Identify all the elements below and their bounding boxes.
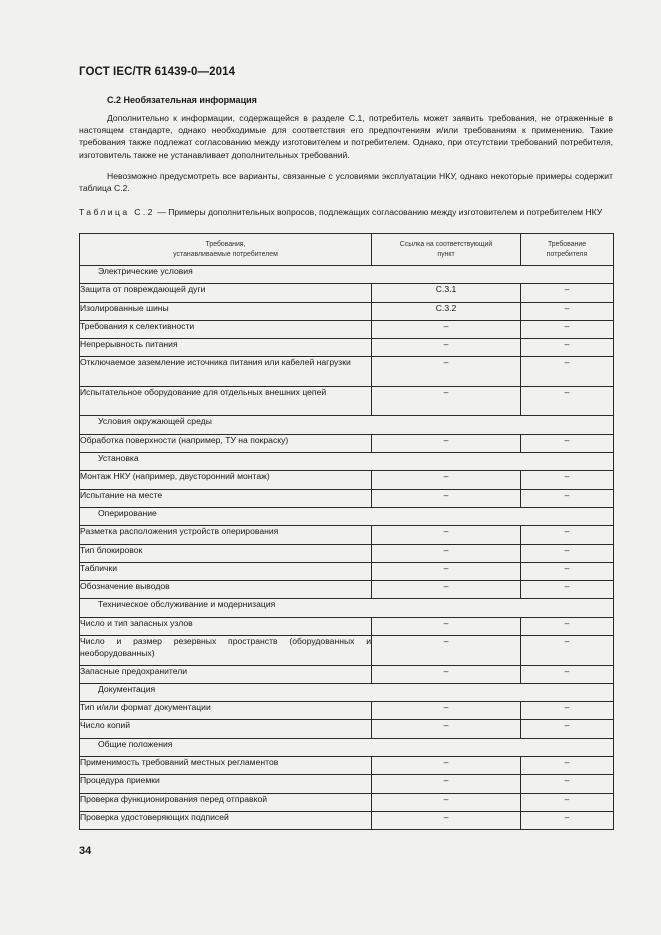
customer-requirement-cell: – xyxy=(521,636,614,666)
reference-cell: – xyxy=(372,665,521,683)
reference-cell: – xyxy=(372,775,521,793)
requirement-cell: Обработка поверхности (например, ТУ на покраску) xyxy=(80,434,372,452)
table-row xyxy=(80,544,614,562)
table-row xyxy=(80,617,614,635)
table-row xyxy=(80,793,614,811)
requirement-cell: Тип и/или формат документации xyxy=(80,702,372,720)
reference-cell: – xyxy=(372,636,521,666)
table-row xyxy=(80,471,614,489)
reference-cell: – xyxy=(372,544,521,562)
customer-requirement-cell: – xyxy=(521,526,614,544)
requirement-cell: Изолированные шины xyxy=(80,302,372,320)
table-category-row xyxy=(80,266,614,284)
document-header: ГОСТ IEC/TR 61439-0—2014 xyxy=(79,66,236,78)
table-category-row xyxy=(80,453,614,471)
customer-requirement-cell: – xyxy=(521,562,614,580)
reference-cell: – xyxy=(372,471,521,489)
table-row xyxy=(80,386,614,416)
reference-cell: – xyxy=(372,757,521,775)
customer-requirement-cell: – xyxy=(521,720,614,738)
customer-requirement-cell: – xyxy=(521,386,614,416)
customer-requirement-cell: – xyxy=(521,581,614,599)
customer-requirement-cell: – xyxy=(521,284,614,302)
category-label: Установка xyxy=(80,453,614,471)
reference-cell: – xyxy=(372,617,521,635)
category-label: Условия окружающей среды xyxy=(80,416,614,434)
customer-requirement-cell: – xyxy=(521,665,614,683)
requirement-cell: Монтаж НКУ (например, двусторонний монтаж) xyxy=(80,471,372,489)
reference-cell: – xyxy=(372,811,521,829)
requirement-cell: Применимость требований местных регламентов xyxy=(80,757,372,775)
header-requirements xyxy=(80,234,372,266)
reference-cell: – xyxy=(372,434,521,452)
table-caption-text: — Примеры дополнительных вопросов, подлежащих согласованию между изготовителем и потребителем НКУ xyxy=(154,207,603,217)
reference-cell: – xyxy=(372,793,521,811)
requirement-cell: Непрерывность питания xyxy=(80,339,372,357)
table-row xyxy=(80,489,614,507)
table-row xyxy=(80,302,614,320)
table-row xyxy=(80,702,614,720)
table-row xyxy=(80,357,614,387)
page-number: 34 xyxy=(79,845,92,857)
reference-cell: – xyxy=(372,339,521,357)
table-row xyxy=(80,434,614,452)
table-caption xyxy=(79,206,613,218)
table-row xyxy=(80,665,614,683)
table-category-row xyxy=(80,599,614,617)
reference-cell: – xyxy=(372,357,521,387)
reference-cell: – xyxy=(372,320,521,338)
section-title: С.2 Необязательная информация xyxy=(107,95,257,105)
table-row xyxy=(80,526,614,544)
customer-requirement-cell: – xyxy=(521,471,614,489)
header-customer-requirement-line1: Требование xyxy=(547,240,587,248)
category-label: Документация xyxy=(80,683,614,701)
requirement-cell: Процедура приемки xyxy=(80,775,372,793)
table-category-row xyxy=(80,416,614,434)
table-row xyxy=(80,720,614,738)
reference-cell: – xyxy=(372,526,521,544)
category-label: Оперирование xyxy=(80,507,614,525)
table-row xyxy=(80,636,614,666)
customer-requirement-cell: – xyxy=(521,357,614,387)
header-reference-line2: пункт xyxy=(437,250,455,258)
header-requirements-line1: Требования, xyxy=(205,240,246,248)
customer-requirement-cell: – xyxy=(521,775,614,793)
requirement-cell: Число копий xyxy=(80,720,372,738)
table-row xyxy=(80,339,614,357)
requirement-cell: Проверка удостоверяющих подписей xyxy=(80,811,372,829)
table-row xyxy=(80,811,614,829)
requirement-cell: Проверка функционирования перед отправкой xyxy=(80,793,372,811)
requirement-cell: Защита от повреждающей дуги xyxy=(80,284,372,302)
table-row xyxy=(80,284,614,302)
table-category-row xyxy=(80,683,614,701)
category-label: Общие положения xyxy=(80,738,614,756)
header-customer-requirement-line2: потребителя xyxy=(546,250,588,258)
requirement-cell: Тип блокировок xyxy=(80,544,372,562)
reference-cell: – xyxy=(372,720,521,738)
header-reference xyxy=(372,234,521,266)
reference-cell: – xyxy=(372,562,521,580)
requirement-cell: Испытательное оборудование для отдельных внешних цепей xyxy=(80,386,372,416)
customer-requirement-cell: – xyxy=(521,757,614,775)
requirement-cell: Обозначение выводов xyxy=(80,581,372,599)
table-row xyxy=(80,775,614,793)
requirement-cell: Испытание на месте xyxy=(80,489,372,507)
requirement-cell: Запасные предохранители xyxy=(80,665,372,683)
customer-requirement-cell: – xyxy=(521,489,614,507)
requirement-cell: Число и тип запасных узлов xyxy=(80,617,372,635)
reference-cell: – xyxy=(372,581,521,599)
table-body xyxy=(80,266,614,830)
table-row xyxy=(80,320,614,338)
requirement-cell: Число и размер резервных пространств (оборудованных и необорудованных) xyxy=(80,636,372,666)
table-row xyxy=(80,562,614,580)
requirement-cell: Таблички xyxy=(80,562,372,580)
reference-cell: – xyxy=(372,702,521,720)
customer-requirement-cell: – xyxy=(521,617,614,635)
category-label: Электрические условия xyxy=(80,266,614,284)
requirement-cell: Разметка расположения устройств оперирования xyxy=(80,526,372,544)
table-row xyxy=(80,757,614,775)
customer-requirement-cell: – xyxy=(521,434,614,452)
category-label: Техническое обслуживание и модернизация xyxy=(80,599,614,617)
header-requirements-line2: устанавливаемые потребителем xyxy=(173,250,278,258)
requirement-cell: Требования к селективности xyxy=(80,320,372,338)
requirement-cell: Отключаемое заземление источника питания или кабелей нагрузки xyxy=(80,357,372,387)
customer-requirement-cell: – xyxy=(521,302,614,320)
table-header-row xyxy=(80,234,614,266)
table-category-row xyxy=(80,507,614,525)
reference-cell: – xyxy=(372,386,521,416)
customer-requirement-cell: – xyxy=(521,320,614,338)
reference-cell: С.3.1 xyxy=(372,284,521,302)
requirements-table xyxy=(79,233,614,830)
customer-requirement-cell: – xyxy=(521,544,614,562)
customer-requirement-cell: – xyxy=(521,811,614,829)
paragraph-1: Дополнительно к информации, содержащейся в разделе С.1, потребитель может заявить требования, не отраженные в настоящем стандарте, однако необходимые для соответствия его предпочтениям и/или требованиям к применению. Такие требования также подлежат согласованию между изготовителем и потребителем. Однако, при отсутствии требований потребителя, изготовитель также не устанавливает дополнительных требований. xyxy=(79,113,613,160)
customer-requirement-cell: – xyxy=(521,702,614,720)
table-caption-label: Таблица С.2 xyxy=(79,207,155,217)
reference-cell: – xyxy=(372,489,521,507)
header-customer-requirement xyxy=(521,234,614,266)
customer-requirement-cell: – xyxy=(521,793,614,811)
paragraph-2: Невозможно предусмотреть все варианты, связанные с условиями эксплуатации НКУ, однако некоторые примеры содержит таблица С.2. xyxy=(79,171,613,194)
table-row xyxy=(80,581,614,599)
header-reference-line1: Ссылка на соответствующий xyxy=(399,240,493,248)
reference-cell: С.3.2 xyxy=(372,302,521,320)
customer-requirement-cell: – xyxy=(521,339,614,357)
table-category-row xyxy=(80,738,614,756)
